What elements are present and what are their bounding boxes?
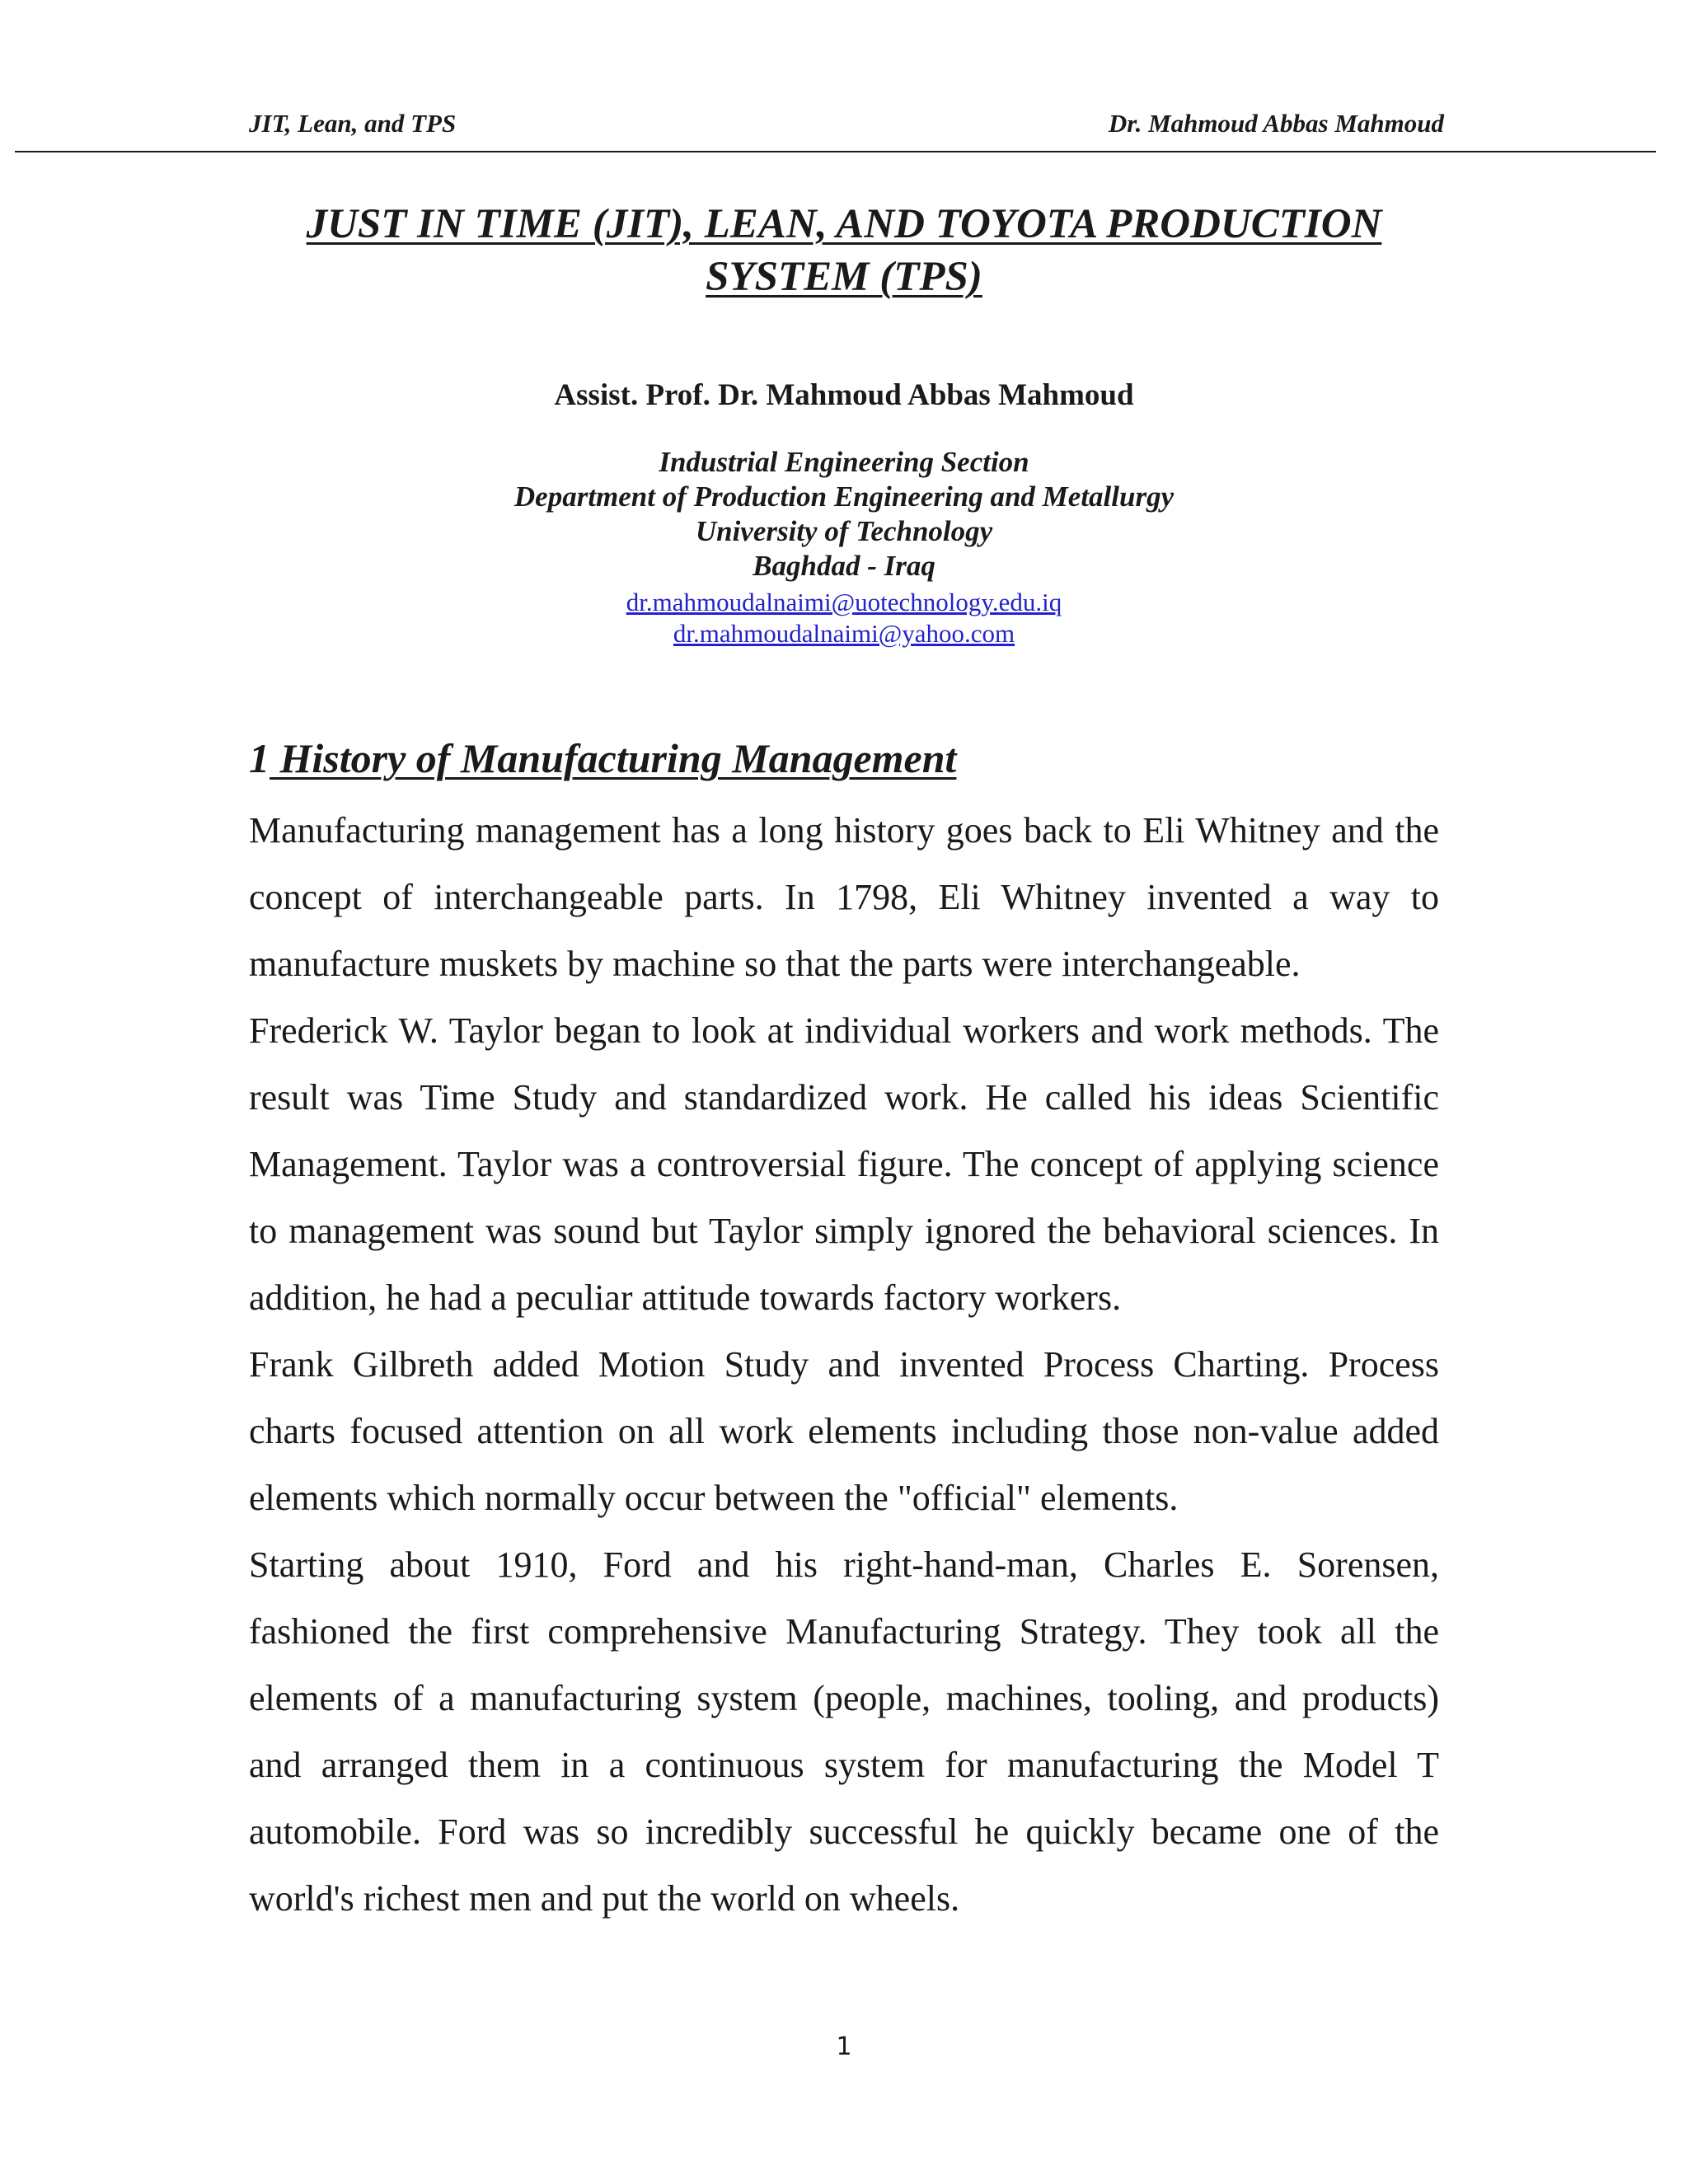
section-title-label: History of Manufacturing Management — [279, 735, 957, 781]
page-number: 1 — [836, 2032, 852, 2061]
affiliation-department: Department of Production Engineering and Metallurgy — [513, 480, 1175, 513]
paragraph-4: Starting about 1910, Ford and his right-hand-man, Charles E. Sorensen, fashioned the first comprehensive Manufacturing Strategy. They took all the elements of a manufacturing system (people, machines, tooling, and products) and arranged them in a continuous system for manufacturing the Model T automobile. Ford was so incredibly successful he quickly became one of the world's richest men and put the world on wheels. — [249, 1544, 1439, 1919]
email-link-secondary[interactable]: dr.mahmoudalnaimi@yahoo.com — [673, 619, 1015, 648]
affiliation-university: University of Technology — [695, 515, 993, 547]
paragraph-1: Manufacturing management has a long history goes back to Eli Whitney and the concept of interchangeable parts. In 1798, Eli Whitney invented a way to manufacture muskets by machine so that the parts were interchangeable. — [249, 810, 1439, 984]
email-block — [249, 587, 1439, 649]
author-name: Assist. Prof. Dr. Mahmoud Abbas Mahmoud — [554, 378, 1134, 412]
affiliation-location: Baghdad - Iraq — [753, 550, 935, 582]
document-title — [249, 198, 1439, 303]
body-text — [249, 797, 1439, 1932]
email-link-primary[interactable]: dr.mahmoudalnaimi@uotechnology.edu.iq — [626, 588, 1062, 616]
title-line-1: JUST IN TIME (JIT), LEAN, AND TOYOTA PRODUCTION — [306, 201, 1382, 247]
title-line-2: SYSTEM (TPS) — [706, 254, 982, 300]
affiliation-block — [249, 445, 1439, 583]
affiliation-section: Industrial Engineering Section — [659, 446, 1029, 478]
header-left-title: JIT, Lean, and TPS — [249, 109, 457, 138]
header-right-author: Dr. Mahmoud Abbas Mahmoud — [1108, 109, 1444, 138]
running-header — [249, 105, 1444, 142]
paragraph-3: Frank Gilbreth added Motion Study and invented Process Charting. Process charts focused attention on all work elements including those non-value added elements which normally occur between the "official" elements. — [249, 1344, 1439, 1518]
section-title-text — [270, 735, 956, 781]
header-divider — [15, 151, 1656, 152]
paragraph-2: Frederick W. Taylor began to look at individual workers and work methods. The result was Time Study and standardized work. He called his ideas Scientific Management. Taylor was a controversial figure. The concept of applying science to management was sound but Taylor simply ignored the behavioral sciences. In addition, he had a peculiar attitude towards factory workers. — [249, 1010, 1439, 1318]
section-number: 1 — [249, 735, 270, 781]
section-heading — [249, 732, 1439, 785]
